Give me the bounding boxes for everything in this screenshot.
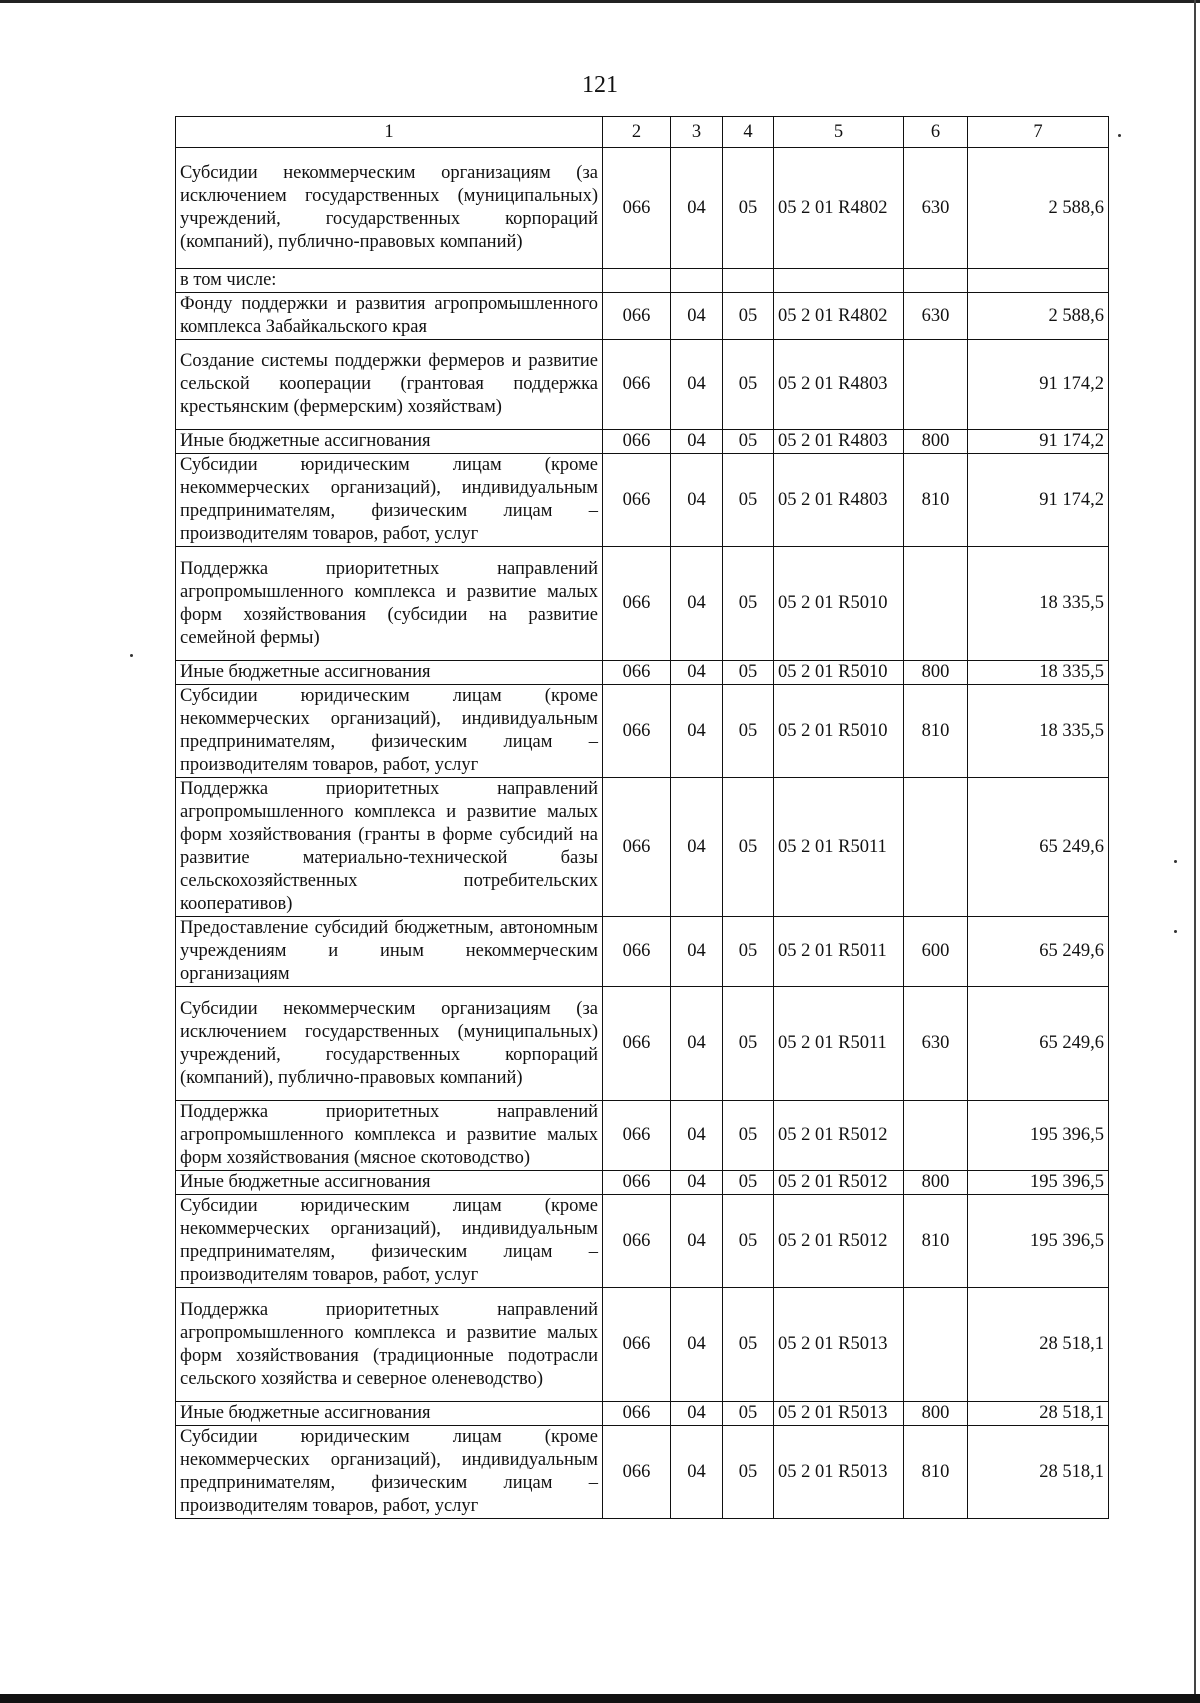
cell-ministry-code: 066 [603,778,671,917]
cell-amount: 65 249,6 [968,778,1109,917]
cell-ministry-code: 066 [603,1426,671,1519]
cell-amount: 28 518,1 [968,1426,1109,1519]
table-row [176,661,1109,685]
cell-expense-type [904,1288,968,1402]
cell-amount: 18 335,5 [968,547,1109,661]
cell-ministry-code: 066 [603,430,671,454]
cell-target-article: 05 2 01 R5012 [774,1101,904,1171]
table-row [176,987,1109,1101]
cell-section: 04 [671,1195,723,1288]
cell-target-article: 05 2 01 R5011 [774,778,904,917]
header-col-2: 2 [603,117,671,148]
cell-expense-type: 630 [904,987,968,1101]
table-row [176,1426,1109,1519]
cell-target-article: 05 2 01 R5013 [774,1402,904,1426]
cell-ministry-code: 066 [603,340,671,430]
scan-edge-right [1194,0,1196,1694]
cell-target-article: 05 2 01 R4803 [774,454,904,547]
table-row [176,685,1109,778]
cell-name: Создание системы поддержки фермеров и развитие сельской кооперации (грантовая поддержка крестьянским (фермерским) хозяйствам) [176,340,603,430]
cell-amount: 195 396,5 [968,1195,1109,1288]
cell-section: 04 [671,430,723,454]
cell-amount: 2 588,6 [968,148,1109,269]
cell-expense-type: 800 [904,1402,968,1426]
cell-subsection: 05 [723,778,774,917]
table-row [176,547,1109,661]
cell-subsection: 05 [723,1101,774,1171]
table-row [176,430,1109,454]
cell-expense-type: 810 [904,685,968,778]
cell-section: 04 [671,1402,723,1426]
cell-expense-type: 810 [904,1426,968,1519]
cell-target-article: 05 2 01 R5010 [774,685,904,778]
cell-section: 04 [671,917,723,987]
cell-amount: 91 174,2 [968,340,1109,430]
cell-section: 04 [671,1288,723,1402]
cell-name: Субсидии юридическим лицам (кроме некоммерческих организаций), индивидуальным предпринимателям, физическим лицам – производителям товаров, работ, услуг [176,1426,603,1519]
cell-subsection: 05 [723,340,774,430]
cell-section [671,269,723,293]
cell-ministry-code: 066 [603,685,671,778]
cell-ministry-code [603,269,671,293]
cell-amount: 91 174,2 [968,430,1109,454]
cell-subsection: 05 [723,430,774,454]
table-row [176,1288,1109,1402]
cell-expense-type: 800 [904,430,968,454]
cell-target-article: 05 2 01 R4802 [774,293,904,340]
cell-section: 04 [671,340,723,430]
cell-amount: 18 335,5 [968,685,1109,778]
header-col-7: 7 [968,117,1109,148]
cell-name: Субсидии юридическим лицам (кроме некоммерческих организаций), индивидуальным предпринимателям, физическим лицам – производителям товаров, работ, услуг [176,685,603,778]
cell-expense-type: 600 [904,917,968,987]
cell-name: в том числе: [176,269,603,293]
table-body [176,148,1109,1519]
cell-target-article [774,269,904,293]
cell-name: Предоставление субсидий бюджетным, автономным учреждениям и иным некоммерческим организациям [176,917,603,987]
cell-ministry-code: 066 [603,1171,671,1195]
cell-amount: 91 174,2 [968,454,1109,547]
cell-section: 04 [671,778,723,917]
cell-ministry-code: 066 [603,547,671,661]
cell-expense-type [904,547,968,661]
cell-target-article: 05 2 01 R5010 [774,661,904,685]
cell-ministry-code: 066 [603,1402,671,1426]
cell-expense-type: 810 [904,454,968,547]
cell-expense-type [904,269,968,293]
table-row [176,917,1109,987]
cell-name: Поддержка приоритетных направлений агропромышленного комплекса и развитие малых форм хозяйствования (традиционные подотрасли сельского хозяйства и северное оленеводство) [176,1288,603,1402]
cell-amount: 2 588,6 [968,293,1109,340]
cell-ministry-code: 066 [603,917,671,987]
cell-name: Субсидии юридическим лицам (кроме некоммерческих организаций), индивидуальным предпринимателям, физическим лицам – производителям товаров, работ, услуг [176,454,603,547]
cell-subsection: 05 [723,917,774,987]
header-col-1: 1 [176,117,603,148]
cell-amount: 195 396,5 [968,1101,1109,1171]
table-row [176,293,1109,340]
cell-subsection: 05 [723,685,774,778]
cell-section: 04 [671,148,723,269]
table-row [176,1101,1109,1171]
cell-name: Иные бюджетные ассигнования [176,1171,603,1195]
cell-amount: 65 249,6 [968,917,1109,987]
table-row [176,1195,1109,1288]
cell-subsection [723,269,774,293]
cell-subsection: 05 [723,1171,774,1195]
cell-amount: 195 396,5 [968,1171,1109,1195]
table-row [176,1402,1109,1426]
cell-ministry-code: 066 [603,1101,671,1171]
budget-table [175,116,1109,1519]
cell-name: Иные бюджетные ассигнования [176,1402,603,1426]
cell-expense-type: 800 [904,1171,968,1195]
cell-name: Иные бюджетные ассигнования [176,661,603,685]
cell-target-article: 05 2 01 R4803 [774,340,904,430]
cell-expense-type: 630 [904,148,968,269]
cell-subsection: 05 [723,987,774,1101]
scan-speck [1174,930,1177,933]
cell-ministry-code: 066 [603,1195,671,1288]
table-row [176,454,1109,547]
cell-target-article: 05 2 01 R5012 [774,1171,904,1195]
cell-section: 04 [671,1426,723,1519]
cell-name: Субсидии юридическим лицам (кроме некоммерческих организаций), индивидуальным предпринимателям, физическим лицам – производителям товаров, работ, услуг [176,1195,603,1288]
cell-section: 04 [671,1171,723,1195]
cell-target-article: 05 2 01 R5013 [774,1288,904,1402]
scan-edge-top [0,0,1200,3]
cell-section: 04 [671,547,723,661]
table-header-row [176,117,1109,148]
header-col-6: 6 [904,117,968,148]
cell-amount: 65 249,6 [968,987,1109,1101]
table-row [176,778,1109,917]
cell-ministry-code: 066 [603,661,671,685]
table-row [176,148,1109,269]
table-row [176,340,1109,430]
scan-speck [1174,860,1177,863]
cell-expense-type: 810 [904,1195,968,1288]
cell-subsection: 05 [723,293,774,340]
cell-subsection: 05 [723,547,774,661]
cell-subsection: 05 [723,454,774,547]
cell-name: Фонду поддержки и развития агропромышленного комплекса Забайкальского края [176,293,603,340]
cell-expense-type [904,340,968,430]
cell-target-article: 05 2 01 R5012 [774,1195,904,1288]
cell-amount: 28 518,1 [968,1288,1109,1402]
cell-target-article: 05 2 01 R5011 [774,987,904,1101]
cell-subsection: 05 [723,1426,774,1519]
cell-section: 04 [671,293,723,340]
cell-ministry-code: 066 [603,987,671,1101]
cell-target-article: 05 2 01 R5011 [774,917,904,987]
cell-name: Иные бюджетные ассигнования [176,430,603,454]
cell-subsection: 05 [723,1402,774,1426]
table-row [176,1171,1109,1195]
cell-expense-type [904,778,968,917]
cell-ministry-code: 066 [603,1288,671,1402]
cell-ministry-code: 066 [603,293,671,340]
cell-name: Поддержка приоритетных направлений агропромышленного комплекса и развитие малых форм хозяйствования (мясное скотоводство) [176,1101,603,1171]
cell-subsection: 05 [723,148,774,269]
scan-speck [1118,134,1121,137]
scan-edge-bottom [0,1694,1200,1703]
cell-section: 04 [671,685,723,778]
cell-section: 04 [671,987,723,1101]
cell-name: Субсидии некоммерческим организациям (за исключением государственных (муниципальных) учреждений, государственных корпораций (компаний), публично-правовых компаний) [176,148,603,269]
cell-name: Поддержка приоритетных направлений агропромышленного комплекса и развитие малых форм хозяйствования (субсидии на развитие семейной фермы) [176,547,603,661]
table-row [176,269,1109,293]
cell-target-article: 05 2 01 R5010 [774,547,904,661]
cell-ministry-code: 066 [603,148,671,269]
cell-expense-type: 800 [904,661,968,685]
cell-expense-type: 630 [904,293,968,340]
cell-target-article: 05 2 01 R4802 [774,148,904,269]
cell-subsection: 05 [723,1195,774,1288]
cell-name: Субсидии некоммерческим организациям (за исключением государственных (муниципальных) учреждений, государственных корпораций (компаний), публично-правовых компаний) [176,987,603,1101]
cell-amount: 18 335,5 [968,661,1109,685]
cell-subsection: 05 [723,661,774,685]
cell-section: 04 [671,454,723,547]
header-col-4: 4 [723,117,774,148]
cell-amount: 28 518,1 [968,1402,1109,1426]
cell-section: 04 [671,1101,723,1171]
cell-name: Поддержка приоритетных направлений агропромышленного комплекса и развитие малых форм хозяйствования (гранты в форме субсидий на развитие материально-технической базы сельскохозяйственных потребительских кооперативов) [176,778,603,917]
header-col-3: 3 [671,117,723,148]
cell-ministry-code: 066 [603,454,671,547]
cell-subsection: 05 [723,1288,774,1402]
cell-section: 04 [671,661,723,685]
cell-target-article: 05 2 01 R5013 [774,1426,904,1519]
scan-speck [130,654,133,657]
cell-expense-type [904,1101,968,1171]
cell-amount [968,269,1109,293]
cell-target-article: 05 2 01 R4803 [774,430,904,454]
header-col-5: 5 [774,117,904,148]
page-number: 121 [582,72,618,98]
